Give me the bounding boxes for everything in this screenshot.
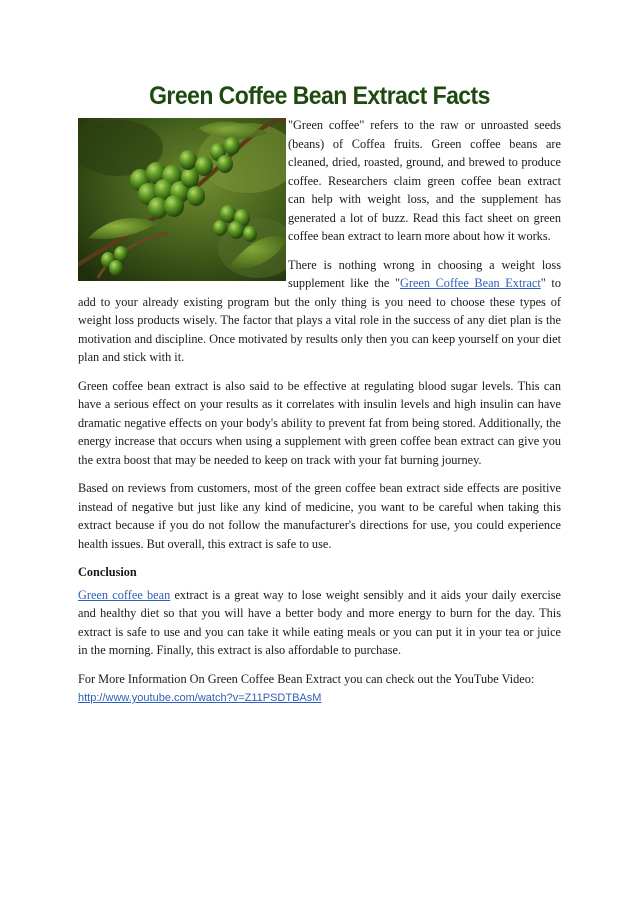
youtube-video-link[interactable]: http://www.youtube.com/watch?v=Z11PSDTBAsM bbox=[78, 692, 322, 704]
green-coffee-bean-link[interactable]: Green coffee bean bbox=[78, 587, 171, 602]
green-coffee-cherries-photo bbox=[78, 118, 286, 281]
paragraph-text: " to add to your already existing program but the only thing is you need to choose these types of weight loss products wisely. The factor that plays a vital role in the success of any diet plan is the motivation and discipline. Once motivated by results only then you can keep yourself on your diet plan and stick with it. bbox=[78, 276, 561, 364]
paragraph-side-effects: Based on reviews from customers, most of the green coffee bean extract side effects are positive instead of negative but just like any kind of medicine, you want to be careful when taking this extract because if you do not follow the manufacturer's directions for use, you could experience health issues. But overall, this extract is safe to use. bbox=[78, 481, 561, 551]
green-coffee-bean-extract-link[interactable]: Green Coffee Bean Extract bbox=[399, 276, 541, 290]
paragraph-blood-sugar: Green coffee bean extract is also said to be effective at regulating blood sugar levels. This can have a serious effect on your results as it correlates with insulin levels and high insulin can have dramatic negative effects on your body's ability to prevent fat from being stored. Additionally, the energy increase that occurs when using a supplement with green coffee bean extract can give you the extra boost that may be needed to keep on track with your fat burning journey. bbox=[78, 378, 561, 467]
coffee-photo-graphic bbox=[78, 118, 286, 281]
paragraph-text: extract is a great way to lose weight sensibly and it aids your daily exercise and healthy diet so that you will have a better body and more energy to burn for the day. This extract is safe to use and you can take it while eating meals or you can put it in your tea or juice in the morning. Finally, this extract is also affordable to purchase. bbox=[78, 587, 561, 657]
more-info-paragraph bbox=[78, 670, 561, 707]
conclusion-heading: Conclusion bbox=[78, 565, 137, 579]
paragraph-conclusion bbox=[78, 586, 561, 660]
intro-paragraph: "Green coffee" refers to the raw or unroasted seeds (beans) of Coffea fruits. Green coffee beans are cleaned, dried, roasted, ground, and brewed to produce coffee. Researchers claim green coffee bean extract can help with weight loss, and the supplement has generated a lot of buzz. Read this fact sheet on green coffee bean extract to learn more about how it works. bbox=[288, 118, 561, 243]
paragraph-text: There is nothing wrong in choosing a weight loss supplement like the " bbox=[288, 257, 561, 290]
page-title: Green Coffee Bean Extract Facts bbox=[149, 82, 490, 110]
document-page bbox=[78, 78, 561, 707]
more-info-text: For More Information On Green Coffee Bean Extract you can check out the YouTube Video: bbox=[78, 671, 535, 686]
